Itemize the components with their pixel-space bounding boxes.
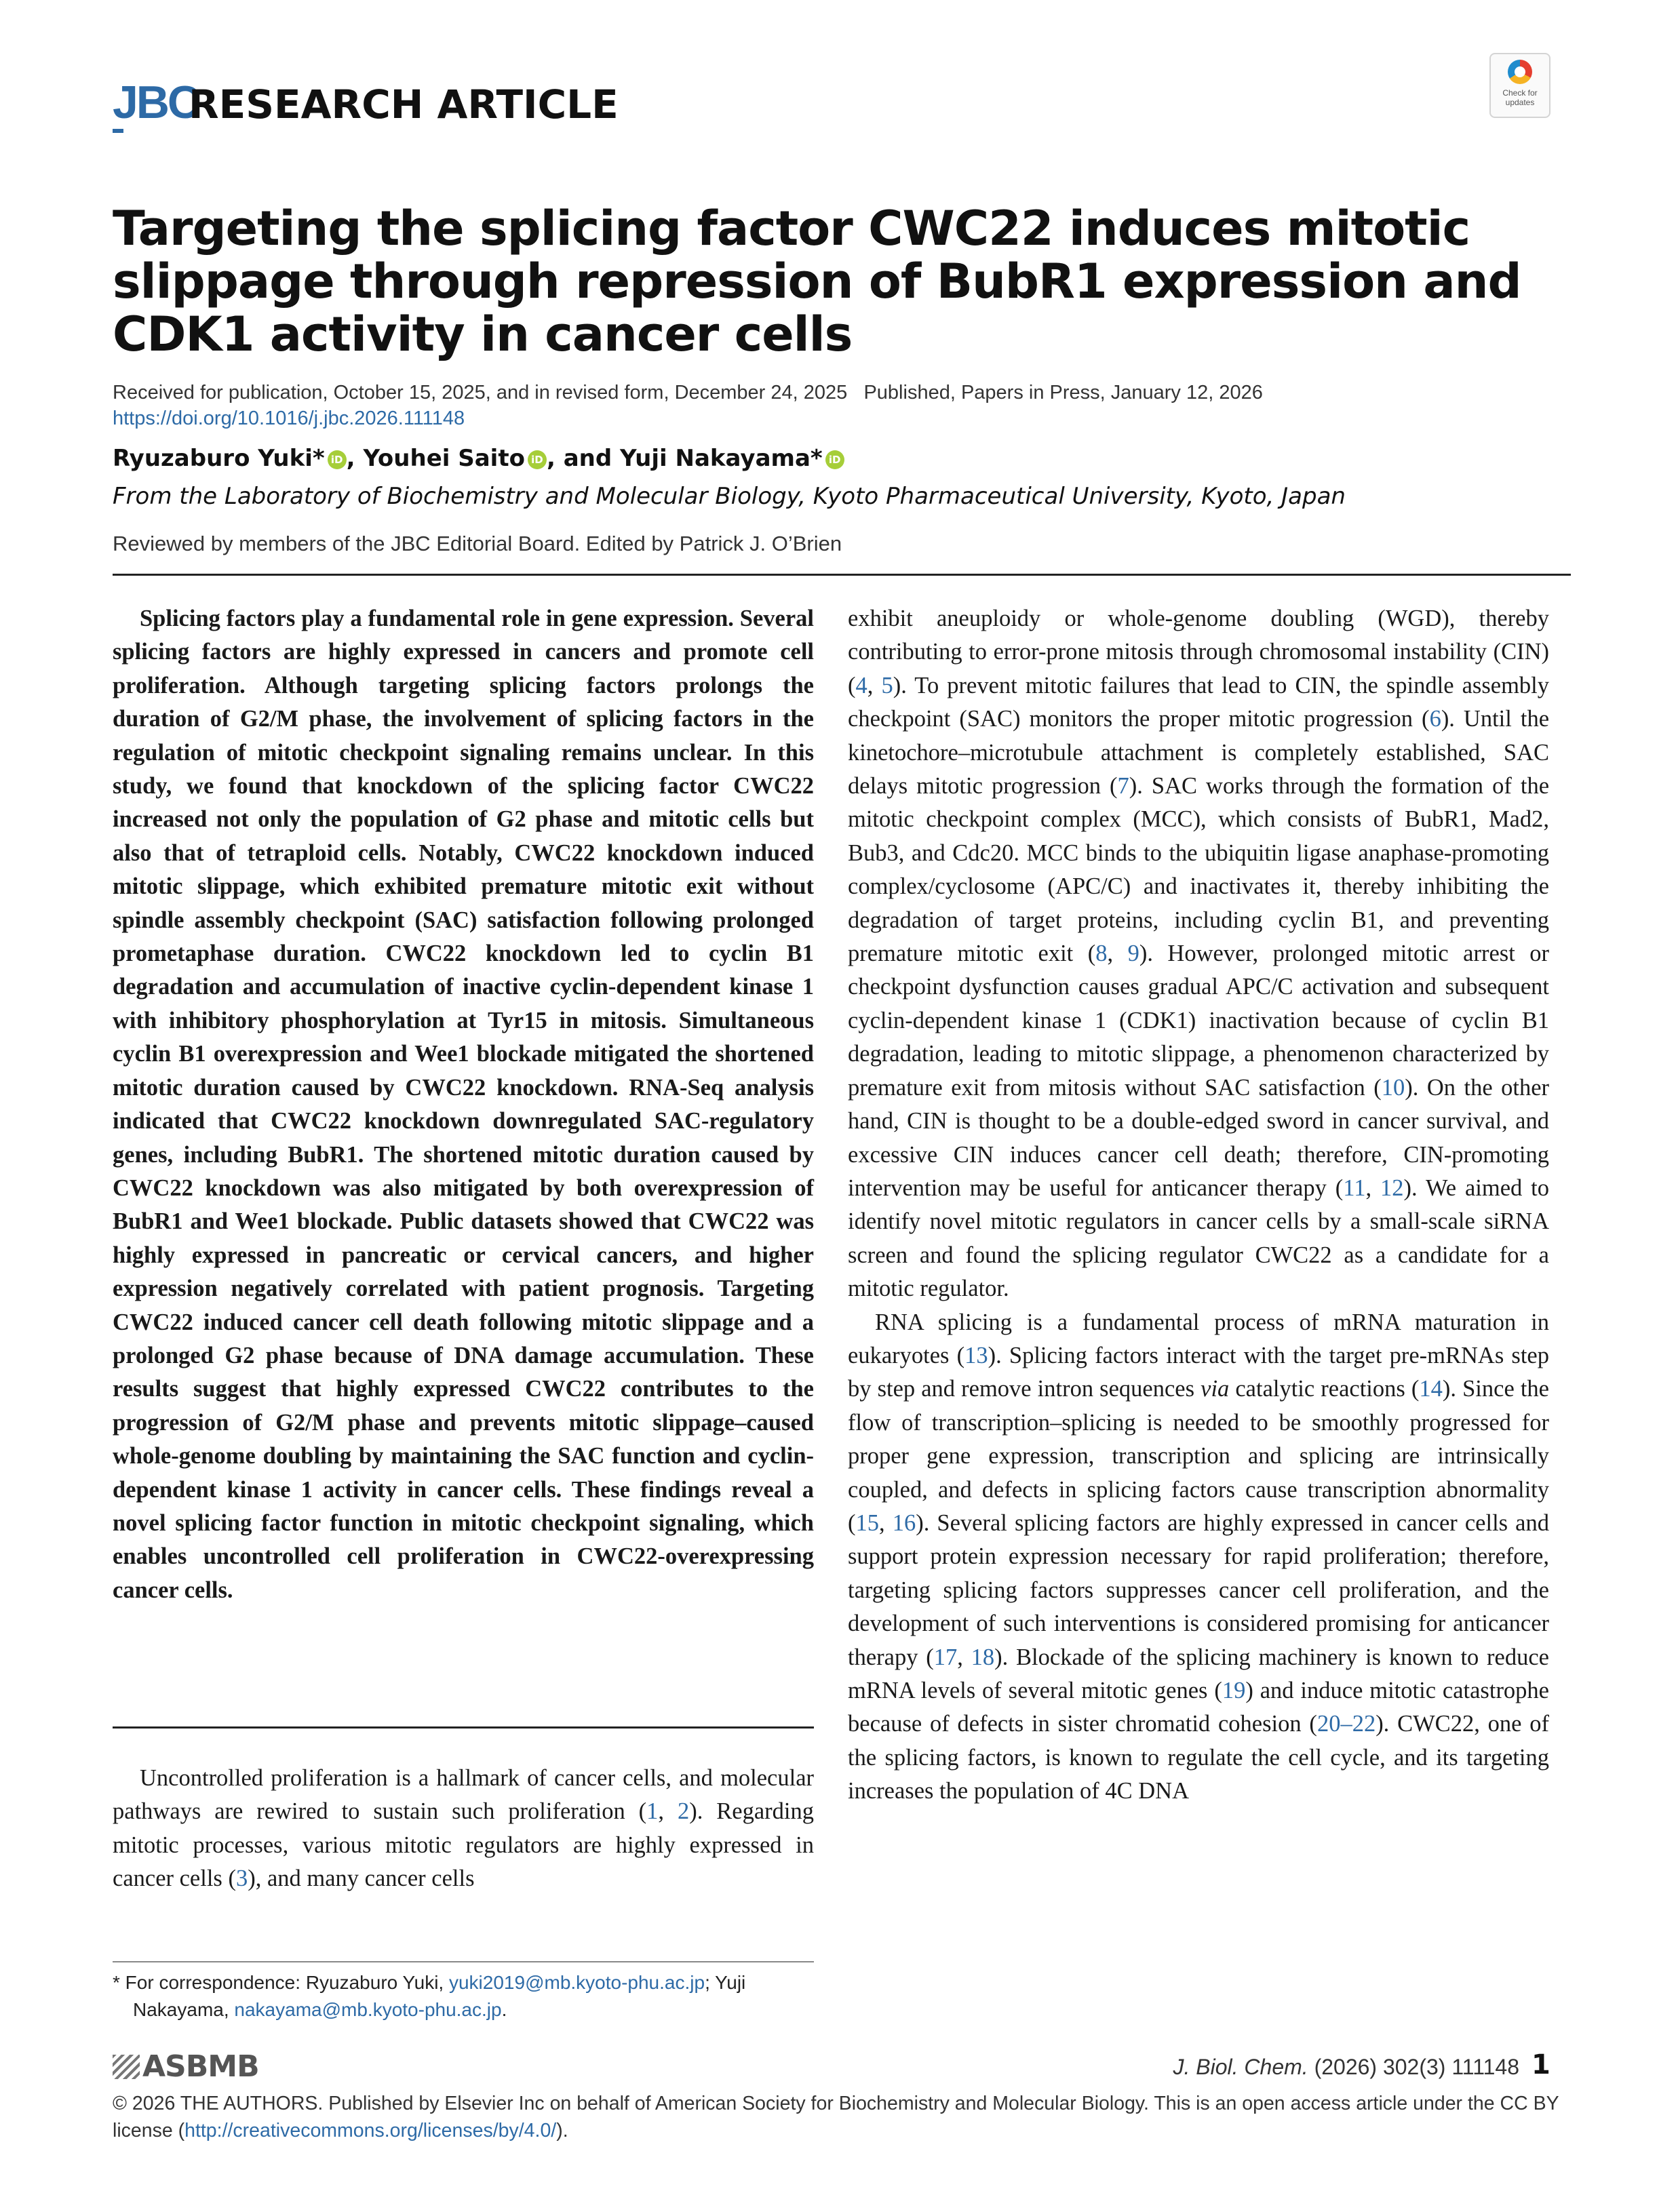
email-link[interactable]: yuki2019@mb.kyoto-phu.ac.jp: [448, 1972, 705, 1993]
journal-name: J. Biol. Chem.: [1173, 2055, 1308, 2079]
jbc-logo: JBC: [113, 77, 199, 128]
text-run: ). CWC22, one of the splicing factors, is known to regulate the cell cycle, and its targeting increases the population of 4C DNA: [848, 1711, 1549, 1804]
corresponding-mark: *: [810, 445, 823, 472]
text-run: exhibit aneuploidy or whole-genome doubling (WGD), thereby contributing to error-prone mitosis through chromosomal instability (CIN) (: [848, 606, 1549, 698]
received-date: Received for publication, October 15, 2025, and in revised form, December 24, 2025: [113, 382, 848, 403]
text-run: ), and many cancer cells: [248, 1865, 475, 1892]
reference-link[interactable]: 1: [646, 1798, 659, 1825]
author-list: [113, 445, 1605, 472]
body-paragraph: [848, 602, 1549, 1306]
email-link[interactable]: nakayama@mb.kyoto-phu.ac.jp: [234, 1999, 502, 2020]
doi-link[interactable]: https://doi.org/10.1016/j.jbc.2026.111148: [113, 408, 465, 429]
text-run: .: [501, 1999, 507, 2020]
reference-link[interactable]: 2: [677, 1798, 690, 1825]
text-run: ,: [867, 672, 882, 698]
corresponding-mark: *: [312, 445, 325, 472]
asbmb-mark-icon: [113, 2055, 140, 2079]
article-title: Targeting the splicing factor CWC22 induces mitotic slippage through repression of BubR1 expression and CDK1 activity in cancer cells: [113, 201, 1521, 362]
text-run: ). SAC works through the formation of the mitotic checkpoint complex (MCC), which consists of BubR1, Mad2, Bub3, and Cdc20. MCC binds to the ubiquitin ligase anaphase-promoting complex/cyclosome (APC/C) and inactivates it, thereby inhibiting the degradation of target proteins, including cyclin B1, and preventing premature mitotic exit (: [848, 773, 1550, 967]
text-run: Uncontrolled proliferation is a hallmark of cancer cells, and molecular pathways are rewired to sustain such proliferation (: [113, 1765, 814, 1825]
author-separator: ,: [346, 445, 364, 472]
check-updates-icon: [1508, 60, 1532, 84]
text-run: ). We aimed to identify novel mitotic regulators in cancer cells by a small-scale siRNA screen and found the splicing regulator CWC22 as a candidate for a mitotic regulator.: [848, 1174, 1550, 1302]
published-date: Published, Papers in Press, January 12, 2026: [863, 382, 1263, 403]
right-column: [848, 602, 1549, 1809]
reference-link[interactable]: 15: [855, 1509, 879, 1536]
header-divider: [113, 574, 1571, 576]
reference-link[interactable]: 7: [1117, 773, 1129, 799]
reference-link[interactable]: 5: [881, 672, 893, 698]
citation-details: (2026) 302(3) 111148: [1314, 2055, 1519, 2079]
correspondence-line2: [113, 1996, 814, 2023]
reference-link[interactable]: 16: [892, 1509, 916, 1536]
text-run: ,: [1365, 1174, 1381, 1201]
reference-link[interactable]: 13: [964, 1342, 988, 1368]
license-notice: [113, 2090, 1571, 2144]
text-run: ). Splicing factors interact with the target pre-mRNAs step by step and remove intron sequences: [848, 1342, 1549, 1402]
orcid-icon[interactable]: iD: [528, 450, 547, 469]
asbmb-logo: [113, 2049, 259, 2084]
publication-info: [113, 380, 1605, 431]
correspondence-mid: ; Yuji: [705, 1972, 746, 1993]
license-text: © 2026 THE AUTHORS. Published by Elsevier Inc on behalf of American Society for Biochemistry and Molecular Biology. This is an open access article under the CC BY license (: [113, 2093, 1559, 2141]
reference-link[interactable]: 20–22: [1316, 1711, 1376, 1737]
abstract-divider: [113, 1726, 814, 1729]
text-run: ). To prevent mitotic failures that lead to CIN, the spindle assembly checkpoint (SAC) monitors the proper mitotic progression (: [848, 672, 1549, 732]
reference-link[interactable]: 8: [1095, 941, 1108, 967]
reference-link[interactable]: 10: [1381, 1074, 1405, 1101]
journal-header: [113, 76, 1571, 130]
reference-link[interactable]: 11: [1343, 1174, 1366, 1201]
text-run: ,: [658, 1798, 678, 1825]
italic-term: via: [1201, 1376, 1230, 1402]
correspondence-note: [113, 1969, 814, 2023]
text-run: ). Regarding mitotic processes, various mitotic regulators are highly expressed in cancer cells (: [113, 1798, 814, 1892]
text-run: ). Several splicing factors are highly expressed in cancer cells and support protein expression necessary for rapid proliferation; therefore, targeting splicing factors suppresses cancer cell proliferation, and the development of such interventions is considered promising for anticancer therapy (: [848, 1509, 1549, 1670]
check-updates-label: Check for updates: [1502, 88, 1538, 107]
text-run: ,: [1107, 941, 1128, 967]
text-run: ). Blockade of the splicing machinery is known to reduce mRNA levels of several mitotic genes (: [848, 1644, 1549, 1703]
author-separator: , and: [546, 445, 621, 472]
text-run: RNA splicing is a fundamental process of mRNA maturation in eukaryotes (: [848, 1309, 1549, 1368]
orcid-icon[interactable]: iD: [328, 450, 347, 469]
text-run: ).: [556, 2120, 568, 2141]
journal-citation: [1058, 2055, 1519, 2080]
affiliation: From the Laboratory of Biochemistry and Molecular Biology, Kyoto Pharmaceutical University, Kyoto, Japan: [113, 483, 1346, 510]
reference-link[interactable]: 19: [1222, 1678, 1246, 1703]
reference-link[interactable]: 17: [933, 1644, 958, 1670]
text-run: ). Until the kinetochore–microtubule attachment is completely established, SAC delays mitotic progression (: [848, 706, 1550, 799]
logo-underline: [113, 129, 123, 133]
text-run: ). On the other hand, CIN is thought to be a double-edged sword in cancer survival, and excessive CIN induces cancer cell death; therefore, CIN-promoting intervention may be useful for anticancer therapy (: [848, 1074, 1549, 1201]
orcid-icon[interactable]: iD: [825, 450, 844, 469]
license-link[interactable]: http://creativecommons.org/licenses/by/4.0/: [184, 2120, 557, 2141]
footnote-divider: [113, 1961, 814, 1962]
author-name[interactable]: Youhei Saito: [363, 445, 525, 472]
reference-link[interactable]: 4: [855, 672, 867, 698]
reference-link[interactable]: 3: [235, 1865, 248, 1892]
text-run: ) and induce mitotic catastrophe because of defects in sister chromatid cohesion (: [848, 1678, 1549, 1737]
abstract: Splicing factors play a fundamental role in gene expression. Several splicing factors are highly expressed in cancers and promote cell proliferation. Although targeting splicing factors prolongs the duration of G2/M phase, the involvement of splicing factors in the regulation of mitotic checkpoint signaling remains unclear. In this study, we found that knockdown of the splicing factor CWC22 increased not only the population of G2 phase and mitotic cells but also that of tetraploid cells. Notably, CWC22 knockdown induced mitotic slippage, which exhibited premature mitotic exit without spindle assembly checkpoint (SAC) satisfaction following prolonged prometaphase duration. CWC22 knockdown led to cyclin B1 degradation and accumulation of inactive cyclin-dependent kinase 1 with inhibitory phosphorylation at Tyr15 in mitosis. Simultaneous cyclin B1 overexpression and Wee1 blockade mitigated the shortened mitotic duration caused by CWC22 knockdown. RNA-Seq analysis indicated that CWC22 knockdown downregulated SAC-regulatory genes, including BubR1. The shortened mitotic duration caused by CWC22 knockdown was also mitigated by both overexpression of BubR1 and Wee1 blockade. Public datasets showed that CWC22 was highly expressed in pancreatic or cervical cancers, and higher expression negatively correlated with patient prognosis. Targeting CWC22 induced cancer cell death following mitotic slippage and a prolonged G2 phase because of DNA damage accumulation. These results suggest that highly expressed CWC22 contributes to the progression of G2/M phase and prevents mitotic slippage–caused whole-genome doubling by maintaining the SAC function and cyclin-dependent kinase 1 activity in cancer cells. These findings reveal a novel splicing factor function in mitotic checkpoint signaling, which enables uncontrolled cell proliferation in CWC22-overexpressing cancer cells.: [113, 606, 814, 1603]
body-paragraph: [848, 1306, 1549, 1809]
correspondence-name: Nakayama,: [133, 1999, 229, 2020]
author-name[interactable]: Yuji Nakayama: [620, 445, 811, 472]
reference-link[interactable]: 6: [1429, 706, 1441, 732]
text-run: ). However, prolonged mitotic arrest or checkpoint dysfunction causes gradual APC/C activation and subsequent cyclin-dependent kinase 1 (CDK1) inactivation because of cyclin B1 degradation, leading to mitotic slippage, a phenomenon characterized by premature exit from mitosis without SAC satisfaction (: [848, 941, 1550, 1101]
editorial-note: Reviewed by members of the JBC Editorial Board. Edited by Patrick J. O’Brien: [113, 532, 842, 555]
reference-link[interactable]: 14: [1419, 1376, 1443, 1402]
page-number: 1: [1531, 2049, 1550, 2080]
reference-link[interactable]: 18: [971, 1644, 995, 1670]
text-run: ). Since the flow of transcription–splicing is needed to be smoothly progressed for proper gene expression, transcription and splicing are intrinsically coupled, and defects in splicing factors cause transcription abnormality (: [848, 1376, 1549, 1536]
reference-link[interactable]: 12: [1380, 1174, 1404, 1201]
text-run: ,: [957, 1644, 971, 1670]
introduction-paragraph: [113, 1762, 814, 1896]
check-for-updates-button[interactable]: [1489, 53, 1550, 118]
correspondence-prefix: * For correspondence: Ryuzaburo Yuki,: [113, 1972, 444, 1993]
article-type: RESEARCH ARTICLE: [189, 81, 619, 127]
reference-link[interactable]: 9: [1127, 941, 1139, 967]
text-run: catalytic reactions (: [1229, 1376, 1420, 1402]
text-run: ,: [879, 1509, 893, 1536]
society-name: ASBMB: [142, 2049, 259, 2084]
author-name[interactable]: Ryuzaburo Yuki: [113, 445, 313, 472]
